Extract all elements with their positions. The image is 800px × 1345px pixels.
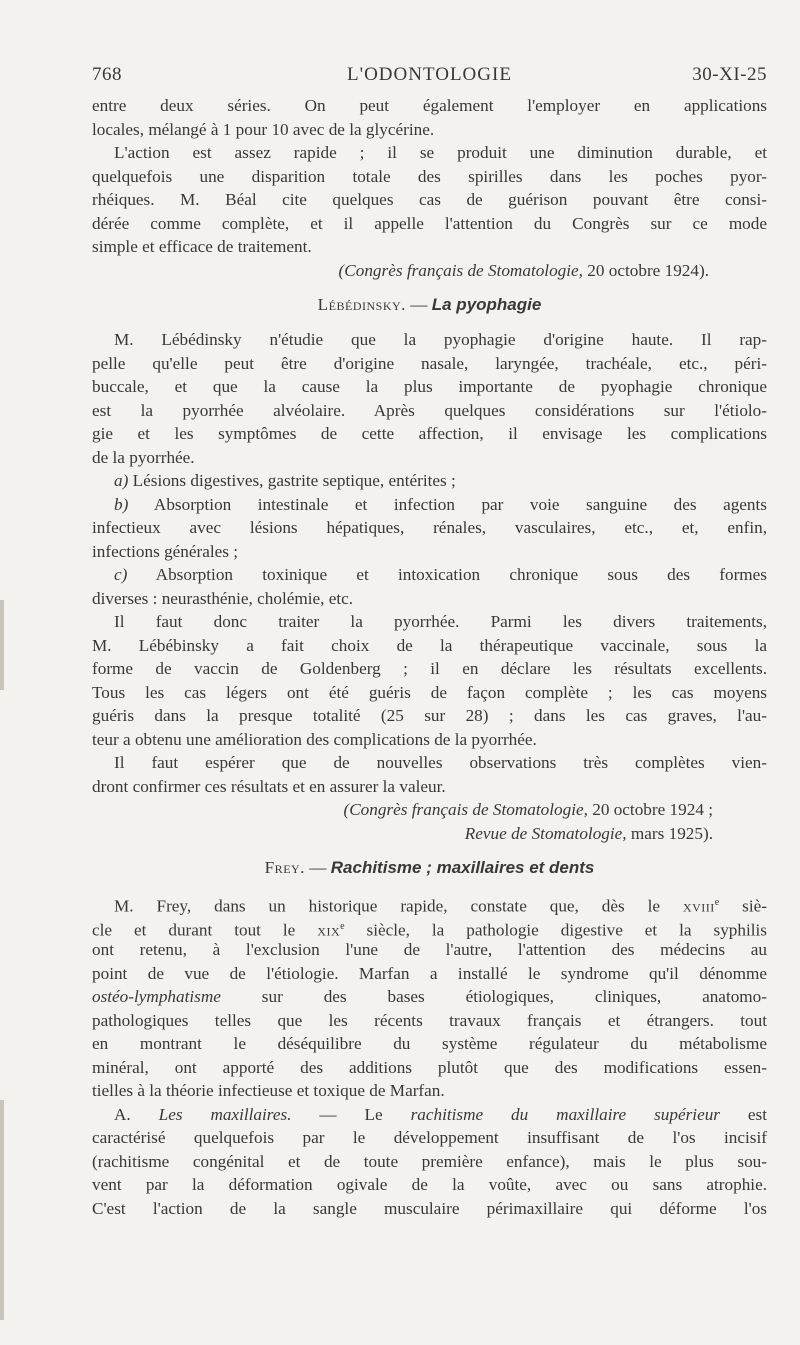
running-header [92,64,767,94]
citation [92,822,767,846]
text-line: dront confirmer ces résultats et en assurer la valeur. [92,776,446,796]
text-line: quelquefois une disparition totale des spirilles dans les poches pyor- [92,166,767,186]
text-line: est la pyorrhée alvéolaire. Après quelques considérations sur l'étiolo- [92,400,767,420]
list-item: a) Lésions digestives, gastrite septique, entérites ; [114,471,456,490]
text-line: caractérisé quelquefois par le développement insuffisant de l'os incisif [92,1128,767,1147]
text-line: pathologiques telles que les récents travaux français et étrangers. tout [92,1010,767,1030]
text-line: Il faut donc traiter la pyorrhée. Parmi les divers traitements, [114,612,767,631]
text-line: de la pyorrhée. [92,447,195,467]
citation-date: 20 octobre 1924). [582,260,709,280]
italic-term: rachitisme du maxillaire supérieur [410,1104,720,1124]
list-item: c) Absorption toxinique et intoxication chronique sous des formes [114,565,767,584]
text-line: dérée comme complète, et il appelle l'attention du Congrès sur ce mode [92,213,767,233]
text-line: C'est l'action de la sangle musculaire périmaxillaire qui déforme l'os [92,1198,767,1218]
text-line: buccale, et que la cause la plus importante de pyophagie chronique [92,377,767,396]
citation-source: Revue de Stomatologie, [464,823,627,843]
text-line: rhéiques. M. Béal cite quelques cas de guérison pouvant être consi- [92,190,767,209]
text-line: infectieux avec lésions hépatiques, rénales, vasculaires, etc., et, enfin, [92,518,767,537]
list-marker: a) [114,471,129,490]
text-line: tielles à la théorie infectieuse et toxique de Marfan. [92,1081,445,1100]
text-line: locales, mélangé à 1 pour 10 avec de la glycérine. [92,119,435,139]
section-heading: Lébédinsky. — La pyophagie [317,295,542,314]
citation-source: (Congrès français de Stomatologie, [338,260,583,280]
text-line: simple et efficace de traitement. [92,237,312,256]
text-line: en montrant le déséquilibre du système régulateur du métabolisme [92,1034,767,1053]
text-line: minéral, ont apporté des additions plutôt que des modifications essen- [92,1057,767,1077]
text-line: ont retenu, à l'exclusion l'une de l'autre, l'attention des médecins au [92,940,767,959]
text-line: vent par la déformation ogivale de la voûte, avec ou sans atrophie. [92,1175,767,1194]
text-line: Tous les cas légers ont été guéris de façon complète ; les cas moyens [92,682,767,702]
text-line: entre deux séries. On peut également l'employer en applications [92,96,767,115]
citation-date: 20 octobre 1924 ; [587,800,713,819]
text-line: L'action est assez rapide ; il se produit une diminution durable, et [114,143,767,162]
text-line: guéris dans la presque totalité (25 sur 28) ; dans les cas graves, l'au- [92,706,767,725]
text-line: infections générales ; [92,541,239,561]
text-line: A. Les maxillaires. — Le rachitisme du maxillaire supérieur est [114,1104,768,1124]
text-line: teur a obtenu une amélioration des complications de la pyorrhée. [92,729,537,749]
text-line: M. Lébébinsky a fait choix de la thérapeutique vaccinale, sous la [92,635,767,655]
section-heading: Frey. — Rachitisme ; maxillaires et dents [264,858,595,877]
issue-date: 30-XI-25 [692,64,767,85]
list-item: b) Absorption intestinale et infection par voie sanguine des agents [114,494,767,514]
margin-scan-mark [0,1100,4,1320]
text-line: cle et durant tout le xix$^e$ siècle, la pathologie digestive et la syphilis [92,920,767,940]
section-author: Frey. [264,858,305,877]
list-marker: c) [114,565,128,584]
section-title: La pyophagie [431,295,542,314]
text-line: diverses : neurasthénie, cholémie, etc. [92,588,354,608]
margin-scan-mark [0,600,4,690]
document-page [92,64,767,1220]
text-line: pelle qu'elle peut être d'origine nasale, laryngée, trachéale, etc., péri- [92,353,767,373]
subsection-heading: Les maxillaires. [158,1104,292,1124]
italic-term: ostéo-lymphatisme [92,987,221,1006]
page-number: 768 [92,64,122,85]
text-line: gie et les symptômes de cette affection, il envisage les complications [92,424,767,443]
section-title: Rachitisme ; maxillaires et dents [330,858,595,877]
text-line: forme de vaccin de Goldenberg ; il en déclare les résultats excellents. [92,659,767,678]
citation [92,798,767,822]
text-line: (rachitisme congénital et de toute première enfance), mais le plus sou- [92,1151,767,1171]
text-line: M. Frey, dans un historique rapide, constate que, dès le xviii$^e$ siè- [114,896,767,916]
section-author: Lébédinsky. [317,295,406,314]
citation-source: (Congrès français de Stomatologie, [343,800,588,819]
list-marker: b) [114,494,129,514]
citation-date: mars 1925). [626,823,713,843]
journal-title: L'ODONTOLOGIE [347,64,512,85]
citation [92,259,767,283]
text-line: Il faut espérer que de nouvelles observations très complètes vien- [114,753,767,772]
text-line: point de vue de l'étiologie. Marfan a installé le syndrome qu'il dénomme [92,963,767,983]
text-line: ostéo-lymphatisme sur des bases étiologiques, cliniques, anatomo- [92,987,767,1006]
text-line: M. Lébédinsky n'étudie que la pyophagie d'origine haute. Il rap- [114,330,767,349]
